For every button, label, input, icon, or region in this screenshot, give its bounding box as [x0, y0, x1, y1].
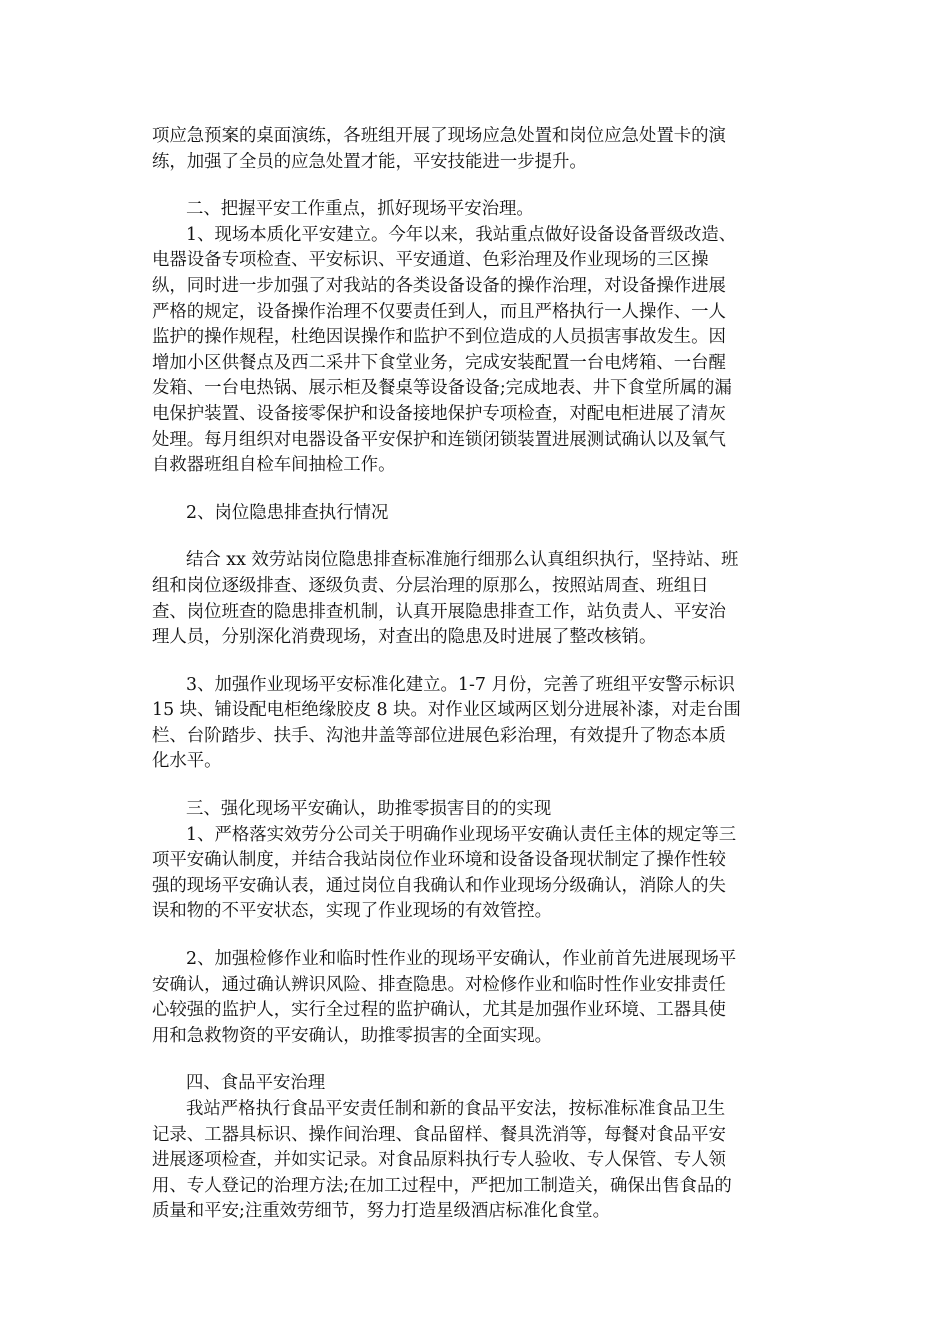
document-body — [152, 124, 798, 1225]
paragraph-gap — [152, 775, 798, 797]
heading-hazard-check: 2、岗位隐患排查执行情况 — [186, 502, 389, 523]
paragraph-safety-confirmation: 1、严格落实效劳分公司关于明确作业现场平安确认责任主体的规定等三 项平安确认制度，并结合我站岗位作业环境和设备设备现状制定了操作性较 强的现场平安确认表，通过岗位自我确认和作业现场分级确认，消除人的失 误和物的不平安状态，实现了作业现场的有效管控。 — [152, 824, 737, 922]
paragraph-gap — [152, 479, 798, 501]
paragraph-standardization: 3、加强作业现场平安标准化建立。1-7 月份，完善了班组平安警示标识 15 块、铺设配电柜绝缘胶皮 8 块。对作业区域两区划分进展补漆，对走台围 栏、台阶踏步、扶手、沟池井盖等部位进展色彩治理，有效提升了物态本质 化水平。 — [152, 674, 741, 772]
paragraph-gap — [152, 1049, 798, 1071]
heading-section-2: 二、把握平安工作重点，抓好现场平安治理。 — [186, 199, 534, 220]
paragraph-gap — [152, 925, 798, 947]
paragraph-gap — [152, 175, 798, 197]
paragraph-food-safety: 我站严格执行食品平安责任制和新的食品平安法，按标准标准食品卫生 记录、工器具标识、操作间治理、食品留样、餐具洗消等，每餐对食品平安 进展逐项检查，并如实记录。对食品原料执行专人验收、专人保管、专人领 用、专人登记的治理方法;在加工过程中，严把加工制造关，确保出售食品的 质量和平安;注重效劳细节，努力打造星级酒店标准化食堂。 — [152, 1099, 732, 1222]
paragraph-maintenance-confirmation: 2、加强检修作业和临时性作业的现场平安确认，作业前首先进展现场平 安确认，通过确认辨识风险、排查隐患。对检修作业和临时性作业安排责任 心较强的监护人，实行全过程的监护确认，尤其是加强作业环境、工器具使 用和急救物资的平安确认，助推零损害的全面实现。 — [152, 949, 737, 1046]
paragraph-gap — [152, 526, 798, 548]
paragraph-intrinsic-safety: 1、现场本质化平安建立。今年以来，我站重点做好设备设备晋级改造、 电器设备专项检查、平安标识、平安通道、色彩治理及作业现场的三区操 纵，同时进一步加强了对我站的各类设备设备的操作治理，对设备操作进展 严格的规定，设备操作治理不仅要责任到人，而且严格执行一人操作、一人 监护的操作规程，杜绝因误操作和监护不到位造成的人员损害事故发生。因 增加小区供餐点及西二采井下食堂业务，完成安装配置一台电烤箱、一台醒 发箱、一台电热锅、展示柜及餐桌等设备设备;完成地表、井下食堂所属的漏 电保护装置、设备接零保护和设备接地保护专项检查，对配电柜进展了清灰 处理。每月组织对电器设备平安保护和连锁闭锁装置进展测试确认以及氧气 自救器班组自检车间抽检工作。 — [152, 224, 737, 476]
heading-section-4: 四、食品平安治理 — [186, 1073, 326, 1094]
paragraph-hazard-check: 结合 xx 效劳站岗位隐患排查标准施行细那么认真组织执行，坚持站、班 组和岗位逐级排查、逐级负责、分层治理的原那么，按照站周查、班组日 查、岗位班查的隐患排查机制，认真开展隐患排查工作，站负责人、平安治 理人员，分别深化消费现场，对查出的隐患及时进展了整改核销。 — [152, 550, 739, 648]
heading-section-3: 三、强化现场平安确认，助推零损害目的的实现 — [186, 799, 552, 820]
paragraph-gap — [152, 651, 798, 673]
paragraph-emergency-drill: 项应急预案的桌面演练，各班组开展了现场应急处置和岗位应急处置卡的演 练，加强了全员的应急处置才能，平安技能进一步提升。 — [152, 126, 726, 172]
